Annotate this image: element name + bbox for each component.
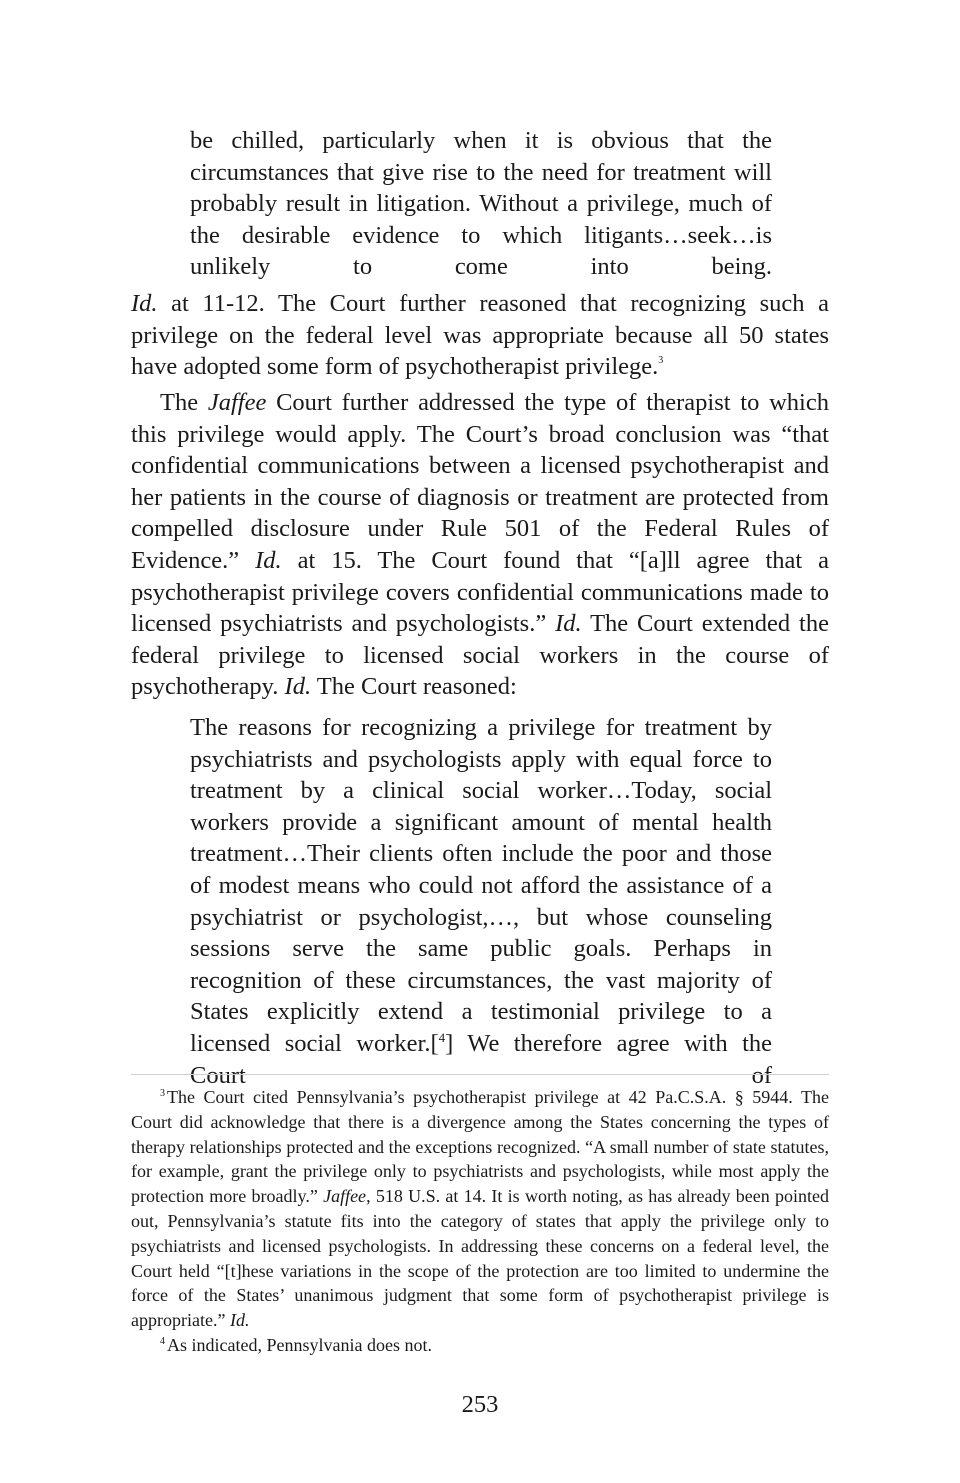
paragraph-text: at 15. The Court found that “[a]ll agree that a psychotherapist privilege covers confidential communications made to licensed psychiatrists and psychologists.”: [131, 546, 829, 638]
paragraph-jaffee-court: [131, 387, 829, 703]
quote-text: be chilled, particularly when it is obvious that the circumstances that give rise to the need for treatment will probably result in litigation. Without a privilege, much of the desirable evidence to which litigants…seek…is unlikely to come into being.: [190, 127, 772, 281]
case-name-jaffee: Jaffee: [207, 389, 267, 416]
quote-text: ] We therefore agree with the Court of: [190, 1029, 773, 1089]
footnote-text: , 518 U.S. at 14. It is worth noting, as has already been pointed out, Pennsylvania’s statute fits into the category of states that apply the privilege only to psychiatrists and licensed psychologists. In addressing these concerns on a federal level, the Court held “[t]hese variations in the scope of the protection are too limited to undermine the force of the States’ unanimous judgment that some form of psychotherapist privilege is appropriate.”: [131, 1186, 829, 1331]
case-name-jaffee: Jaffee: [323, 1186, 367, 1207]
footnote-text: The Court cited Pennsylvania’s psychotherapist privilege at 42 Pa.C.S.A. § 5944. The Court did acknowledge that there is a divergence among the States concerning the types of therapy relationships protected and the exceptions recognized. “A small number of state statutes, for example, grant the privilege only to psychiatrists and psychologists, while most apply the protection more broadly.”: [131, 1087, 829, 1207]
citation-id: Id.: [229, 1310, 250, 1331]
footnote-4: [131, 1333, 829, 1358]
block-quote-social-worker: [190, 712, 772, 1091]
citation-id: Id.: [255, 546, 282, 574]
footnote-separator: [131, 1074, 829, 1075]
paragraph-text: The Court extended the federal privilege to licensed social workers in the course of psychotherapy.: [131, 610, 829, 701]
page-number: 253: [461, 1391, 499, 1418]
paragraph-text: Court further addressed the type of therapist to which this privilege would apply. The Court’s broad conclusion was “that confidential communications between a licensed psychotherapist and her patients in the course of diagnosis or treatment are protected from compelled disclosure under Rule 501 of the Federal Rules of Evidence.”: [131, 389, 829, 574]
paragraph-text: The: [160, 389, 208, 416]
citation-id: Id.: [284, 673, 312, 701]
quote-text: The reasons for recognizing a privilege for treatment by psychiatrists and psychologists apply with equal force to treatment by a clinical social worker…Today, social workers provide a significant amount of mental health treatment…Their clients often include the poor and those of modest means who could not afford the assistance of a psychiatrist or psychologist,…, but whose counseling sessions serve the same public goals. Perhaps in recognition of these circumstances, the vast majority of States explicitly extend a testimonial privilege to a licensed social worker.[: [190, 714, 772, 1057]
paragraph-text: The Court reasoned:: [311, 673, 517, 701]
footnote-number: 3: [160, 1088, 165, 1099]
citation-id: Id.: [555, 610, 582, 638]
footnote-3: [131, 1085, 829, 1333]
footnote-text: As indicated, Pennsylvania does not.: [167, 1335, 432, 1355]
footnote-reference-4[interactable]: 4: [438, 1029, 446, 1045]
block-quote-chilled: [190, 125, 772, 283]
citation-id: Id.: [131, 290, 158, 317]
footnote-reference-3[interactable]: 3: [658, 355, 664, 367]
paragraph-text: at 11-12. The Court further reasoned that recognizing such a privilege on the federal level was appropriate because all 50 states have adopted some form of psychotherapist privilege.: [131, 290, 829, 381]
paragraph-id-11-12: [131, 288, 829, 383]
footnote-number: 4: [160, 1336, 165, 1347]
